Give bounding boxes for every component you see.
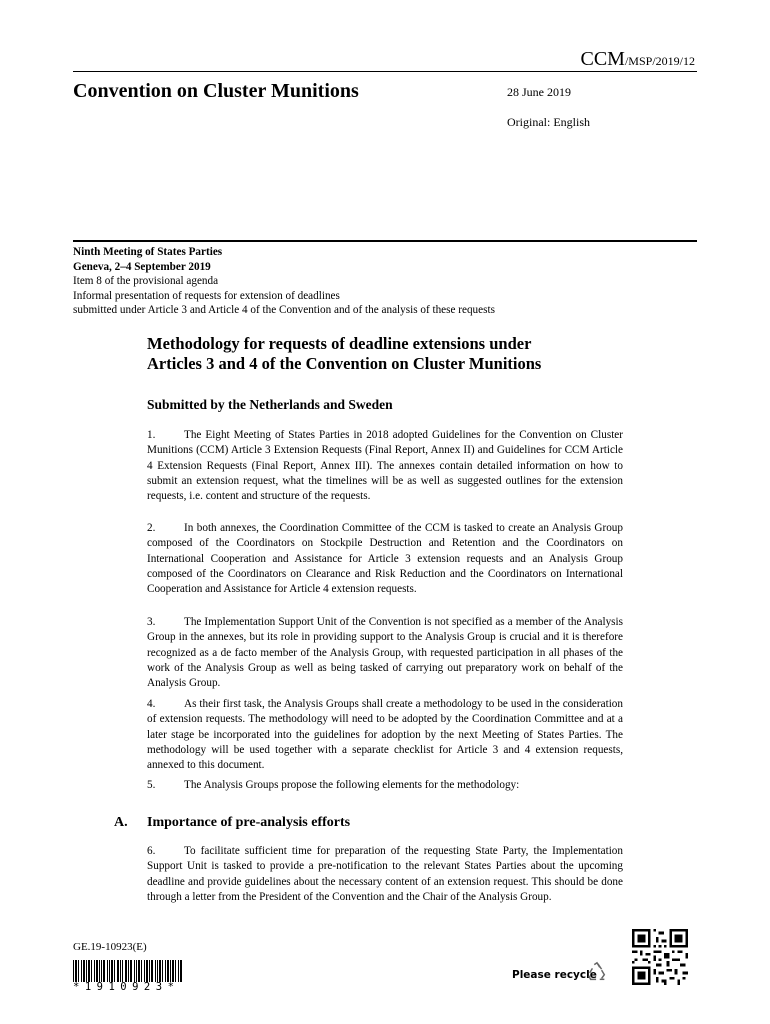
convention-title: Convention on Cluster Munitions <box>73 80 359 102</box>
paragraph-text: To facilitate sufficient time for preparation of the requesting State Party, the Implementation Support Unit is tasked to provide a pre-notification to the relevant States Parties about the upcoming deadline and provide guidelines about the necessary content of an extension request. This should be done through a letter from the President of the Convention and the Chair of the Analysis Group. <box>147 845 623 903</box>
paragraph-text: As their first task, the Analysis Groups shall create a methodology to be used in the consideration of extension requests. The methodology will need to be adopted by the Coordination Committee and at a later stage be incorporated into the guidelines for adoption by the next Meeting of States Parties. The methodology will be used together with a separate checklist for Article 3 and 4 extension requests, annexed to this document. <box>147 698 623 772</box>
please-recycle: Please recycle <box>512 969 597 981</box>
paragraph-number: 5. <box>147 779 156 791</box>
symbol-main: CCM <box>580 48 625 70</box>
recycle-icon <box>586 961 608 983</box>
paragraph-2 <box>147 521 623 597</box>
document-symbol <box>581 48 696 71</box>
paragraph-4 <box>147 697 623 773</box>
paragraph-number: 1. <box>147 429 156 441</box>
original-language: Original: English <box>507 115 590 129</box>
barcode-icon <box>73 960 183 982</box>
paragraph-number: 4. <box>147 698 156 710</box>
meeting-info <box>73 245 495 318</box>
meeting-name: Ninth Meeting of States Parties <box>73 246 223 258</box>
section-letter: A. <box>114 815 128 830</box>
paragraph-3 <box>147 615 623 691</box>
barcode-number: *1910923* <box>73 981 180 993</box>
job-number: GE.19-10923(E) <box>73 941 147 953</box>
title-line-1: Methodology for requests of deadline extensions under <box>147 334 532 353</box>
submitted-by: Submitted by the Netherlands and Sweden <box>147 397 393 412</box>
paragraph-5 <box>147 778 623 793</box>
title-line-2: Articles 3 and 4 of the Convention on Cluster Munitions <box>147 354 542 373</box>
meeting-rule <box>73 240 697 242</box>
paragraph-text: The Implementation Support Unit of the Convention is not specified as a member of the Analysis Group in the annexes, but its role in providing support to the Analysis Group is crucial and it is therefore recognized as a de facto member of the Analysis Group, with requested participation in all phases of the work of the Analysis Group as well as being tasked of carrying out preparatory work on behalf of the Analysis Group. <box>147 616 623 690</box>
section-title: Importance of pre-analysis efforts <box>147 815 351 830</box>
symbol-suffix: /MSP/2019/12 <box>624 54 695 68</box>
paragraph-text: The Analysis Groups propose the following elements for the methodology: <box>184 779 520 791</box>
paragraph-text: The Eight Meeting of States Parties in 2018 adopted Guidelines for the Convention on Cluster Munitions (CCM) Article 3 Extension Requests (Final Report, Annex II) and Guidelines for CCM Article 4 Extension Requests (Final Report, Annex III). The annexes contain detailed information on how to submit an extension request, what the timelines will be as well as suggested outlines for the extension requests, i.e. content and structure of the requests. <box>147 429 623 503</box>
paragraph-number: 2. <box>147 522 156 534</box>
header-rule <box>73 71 697 72</box>
agenda-item-title-cont: submitted under Article 3 and Article 4 of the Convention and of the analysis of these requests <box>73 304 495 316</box>
document-title <box>147 334 627 374</box>
paragraph-number: 3. <box>147 616 156 628</box>
paragraph-text: In both annexes, the Coordination Committee of the CCM is tasked to create an Analysis Group composed of the Coordinators on Stockpile Destruction and Retention and the Coordinators on International Cooperation and Assistance for Article 3 extension requests and an Analysis Group composed of the Coordinators on Clearance and Risk Reduction and the Coordinators on International Cooperation and Assistance for Article 4 extension requests. <box>147 522 623 596</box>
document-date: 28 June 2019 <box>507 85 571 99</box>
meeting-place-date: Geneva, 2–4 September 2019 <box>73 260 211 273</box>
paragraph-number: 6. <box>147 845 156 857</box>
agenda-item-title: Informal presentation of requests for extension of deadlines <box>73 289 340 302</box>
qr-code-icon <box>632 929 688 985</box>
agenda-item: Item 8 of the provisional agenda <box>73 275 219 287</box>
paragraph-1 <box>147 428 623 504</box>
paragraph-6 <box>147 844 623 905</box>
